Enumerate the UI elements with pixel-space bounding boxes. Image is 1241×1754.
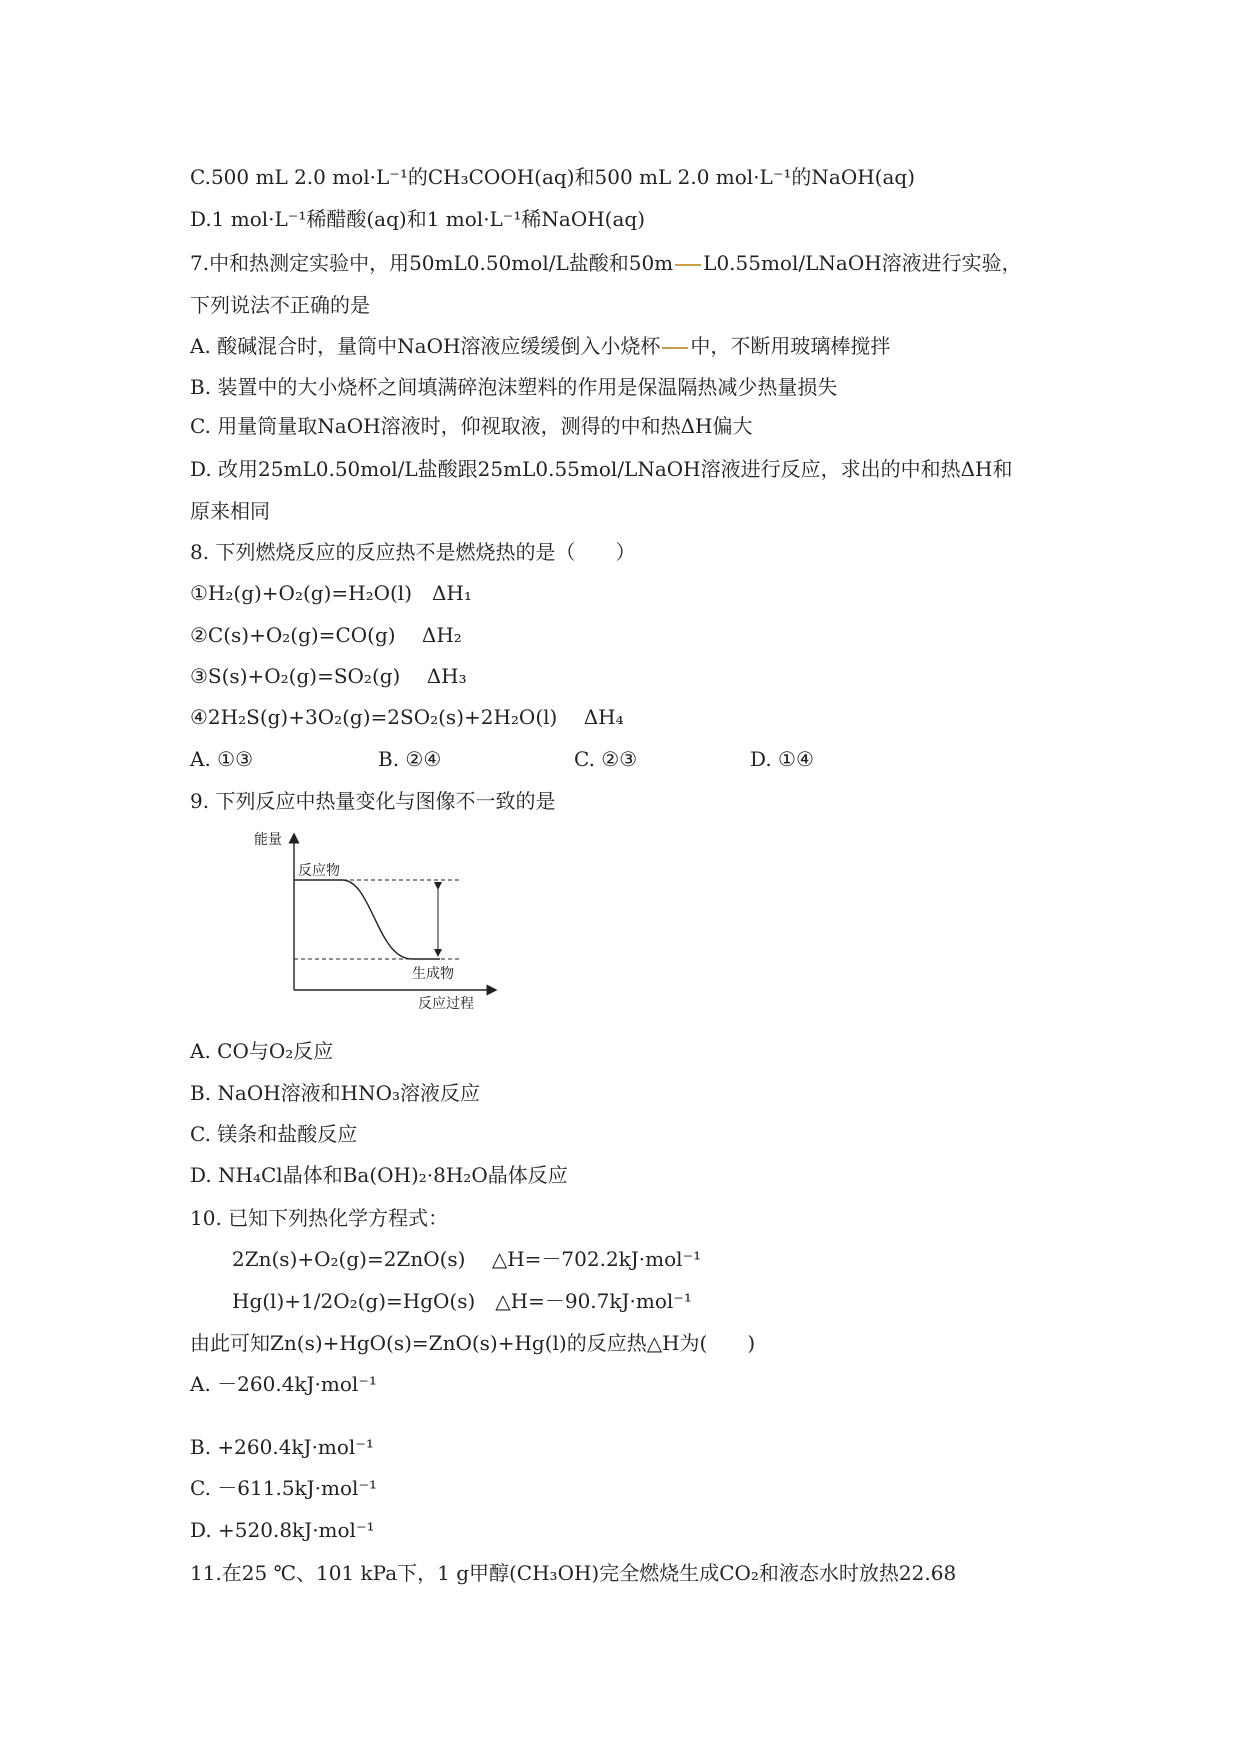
q7-option-c: C. 用量筒量取NaOH溶液时，仰视取液，测得的中和热ΔH偏大: [190, 414, 753, 438]
q8-options: [190, 746, 814, 772]
q9-option-a: A. CO与O₂反应: [190, 1039, 334, 1063]
q8-option-a: A. ①③: [190, 747, 254, 771]
q7-stem-part1: 7.中和热测定实验中，用50mL0.50mol/L盐酸和50m: [190, 251, 674, 275]
q8-reaction-3: ③S(s)+O₂(g)=SO₂(g) ΔH₃: [190, 664, 467, 688]
q6-option-d: D.1 mol·L⁻¹稀醋酸(aq)和1 mol·L⁻¹稀NaOH(aq): [190, 207, 645, 231]
q9-option-c: C. 镁条和盐酸反应: [190, 1122, 358, 1146]
q8-option-b: B. ②④: [378, 747, 442, 771]
q7-stem: [190, 250, 1022, 276]
q9-stem: 9. 下列反应中热量变化与图像不一致的是: [190, 789, 556, 813]
energy-diagram: [252, 828, 502, 1012]
q7-option-d-line2: 原来相同: [190, 499, 270, 523]
q10-option-a: A. －260.4kJ·mol⁻¹: [190, 1372, 377, 1396]
reactant-label: 反应物: [298, 863, 340, 879]
q7-option-a-part2: 中，不断用玻璃棒搅拌: [690, 334, 891, 358]
q8-option-c: C. ②③: [574, 747, 638, 771]
blank-mark: [675, 264, 701, 266]
q10-equation-2: Hg(l)+1/2O₂(g)=HgO(s) △H=－90.7kJ·mol⁻¹: [232, 1289, 692, 1313]
q8-reaction-2: ②C(s)+O₂(g)=CO(g) ΔH₂: [190, 623, 462, 647]
q7-stem-part2: L0.55mol/LNaOH溶液进行实验，: [703, 251, 1022, 275]
q10-option-c: C. －611.5kJ·mol⁻¹: [190, 1476, 378, 1500]
q10-stem: 10. 已知下列热化学方程式：: [190, 1206, 449, 1230]
q8-stem: 8. 下列燃烧反应的反应热不是燃烧热的是（ ）: [190, 540, 636, 564]
x-axis-label: 反应过程: [418, 996, 474, 1012]
q10-option-d: D. +520.8kJ·mol⁻¹: [190, 1518, 375, 1542]
q9-option-b: B. NaOH溶液和HNO₃溶液反应: [190, 1081, 481, 1105]
q7-stem-line2: 下列说法不正确的是: [190, 293, 370, 317]
q8-option-d: D. ①④: [750, 747, 814, 771]
q8-reaction-4: ④2H₂S(g)+3O₂(g)=2SO₂(s)+2H₂O(l) ΔH₄: [190, 705, 624, 729]
q10-option-b: B. +260.4kJ·mol⁻¹: [190, 1435, 374, 1459]
y-axis-label: 能量: [254, 832, 282, 848]
q11-stem: 11.在25 ℃、101 kPa下，1 g甲醇(CH₃OH)完全燃烧生成CO₂和液态水时放热22.68: [190, 1561, 957, 1585]
q10-question: 由此可知Zn(s)+HgO(s)=ZnO(s)+Hg(l)的反应热△H为( ): [190, 1331, 756, 1355]
blank-mark: [662, 347, 688, 349]
q9-option-d: D. NH₄Cl晶体和Ba(OH)₂·8H₂O晶体反应: [190, 1163, 568, 1187]
q8-reaction-1: ①H₂(g)+O₂(g)=H₂O(l) ΔH₁: [190, 581, 472, 605]
q7-option-b: B. 装置中的大小烧杯之间填满碎泡沫塑料的作用是保温隔热减少热量损失: [190, 375, 838, 399]
q6-option-c: C.500 mL 2.0 mol·L⁻¹的CH₃COOH(aq)和500 mL 2.0 mol·L⁻¹的NaOH(aq): [190, 165, 915, 189]
product-label: 生成物: [412, 966, 454, 982]
q7-option-a-part1: A. 酸碱混合时，量筒中NaOH溶液应缓缓倒入小烧杯: [190, 334, 661, 358]
energy-curve: [294, 880, 440, 959]
q10-equation-1: 2Zn(s)+O₂(g)=2ZnO(s) △H=－702.2kJ·mol⁻¹: [232, 1247, 702, 1271]
q7-option-d-line1: D. 改用25mL0.50mol/L盐酸跟25mL0.55mol/LNaOH溶液进行反应，求出的中和热ΔH和: [190, 457, 1013, 481]
q7-option-a: [190, 333, 890, 359]
